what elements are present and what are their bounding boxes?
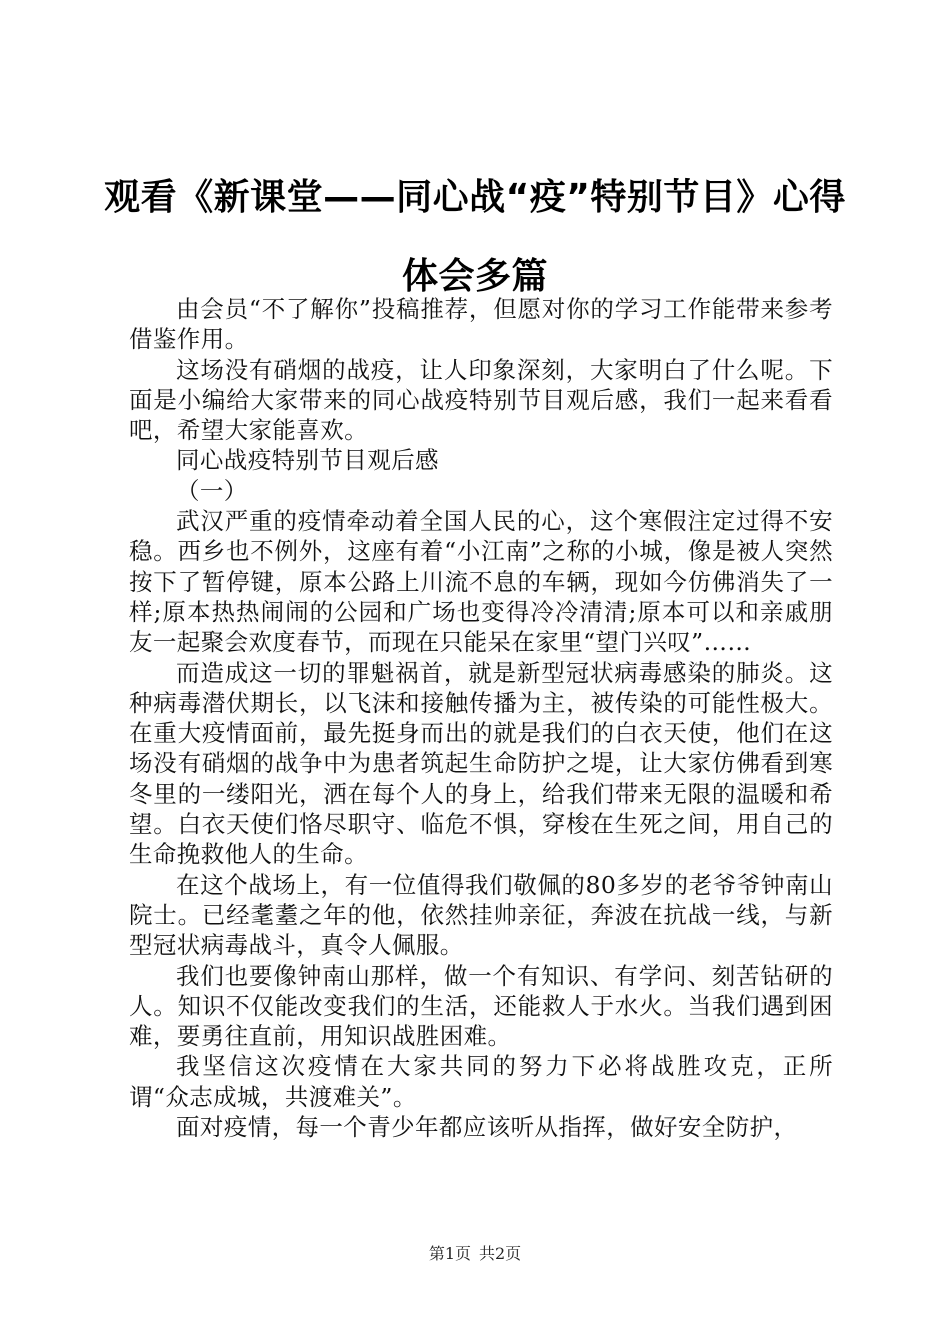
section-heading: 同心战疫特别节目观后感 xyxy=(176,446,439,475)
paragraph: 在这个战场上，有一位值得我们敬佩的80多岁的老爷爷钟南山院士。已经耄耋之年的他，依然挂帅亲征，奔波在抗战一线，与新型冠状病毒战斗，真令人佩服。 xyxy=(129,870,833,960)
paragraph: 我们也要像钟南山那样，做一个有知识、有学问、刻苦钻研的人。知识不仅能改变我们的生活，还能救人于水火。当我们遇到困难，要勇往直前，用知识战胜困难。 xyxy=(129,961,833,1051)
page-total: 共2页 xyxy=(479,1244,522,1263)
paragraph-lead: 这场没有硝烟的战疫，让人印象深刻，大家明白了什么呢。下面是小编给大家带来的同心战疫特别节目观后感，我们一起来看看吧，希望大家能喜欢。 xyxy=(129,355,833,445)
paragraph-intro: 由会员“不了解你”投稿推荐，但愿对你的学习工作能带来参考借鉴作用。 xyxy=(129,295,833,354)
page-number: 第1页 xyxy=(428,1244,471,1263)
section-number: （一） xyxy=(176,476,248,505)
document-body xyxy=(129,294,833,1142)
page-footer xyxy=(0,1244,950,1264)
paragraph: 武汉严重的疫情牵动着全国人民的心，这个寒假注定过得不安稳。西乡也不例外，这座有着“小江南”之称的小城，像是被人突然按下了暂停键，原本公路上川流不息的车辆，现如今仿佛消失了一样;原本热热闹闹的公园和广场也变得冷冷清清;原本可以和亲戚朋友一起聚会欢度春节，而现在只能呆在家里“望门兴叹”…… xyxy=(129,507,833,657)
paragraph: 而造成这一切的罪魁祸首，就是新型冠状病毒感染的肺炎。这种病毒潜伏期长，以飞沫和接触传播为主，被传染的可能性极大。在重大疫情面前，最先挺身而出的就是我们的白衣天使，他们在这场没有硝烟的战争中为患者筑起生命防护之堤，让大家仿佛看到寒冬里的一缕阳光，洒在每个人的身上，给我们带来无限的温暖和希望。白衣天使们恪尽职守、临危不惧，穿梭在生死之间，用自己的生命挽救他人的生命。 xyxy=(129,658,833,869)
document-title: 观看《新课堂——同心战“疫”特别节目》心得体会多篇 xyxy=(104,177,846,297)
paragraph: 我坚信这次疫情在大家共同的努力下必将战胜攻克，正所谓“众志成城，共渡难关”。 xyxy=(129,1052,833,1111)
paragraph: 面对疫情，每一个青少年都应该听从指挥，做好安全防护， xyxy=(176,1113,798,1142)
